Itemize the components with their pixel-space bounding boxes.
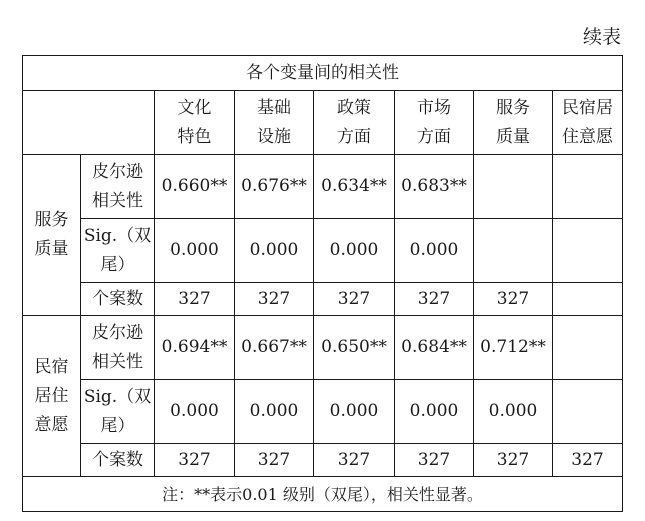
row-label: 个案数 (81, 444, 155, 477)
group-label: 民宿 居住 意愿 (23, 316, 81, 477)
row-label: Sig.（双 尾） (81, 380, 155, 444)
table-note: 注：**表示0.01 级别（双尾），相关性显著。 (23, 477, 623, 512)
value-cell: 327 (474, 444, 553, 477)
value-cell (553, 380, 623, 444)
column-header: 基础 设施 (235, 91, 314, 155)
value-cell: 0.000 (155, 380, 235, 444)
value-cell: 327 (155, 444, 235, 477)
value-cell (553, 316, 623, 380)
value-cell (553, 155, 623, 219)
column-header: 民宿居 住意愿 (553, 91, 623, 155)
value-cell: 327 (314, 283, 395, 316)
value-cell: 0.667** (235, 316, 314, 380)
column-header: 文化 特色 (155, 91, 235, 155)
table-row (23, 380, 623, 444)
value-cell: 327 (474, 283, 553, 316)
value-cell (553, 283, 623, 316)
value-cell: 0.000 (235, 219, 314, 283)
value-cell: 327 (235, 283, 314, 316)
value-cell: 0.000 (314, 380, 395, 444)
row-label: 皮尔逊 相关性 (81, 316, 155, 380)
value-cell: 0.000 (235, 380, 314, 444)
column-header: 服务 质量 (474, 91, 553, 155)
value-cell: 327 (395, 444, 474, 477)
column-header: 政策 方面 (314, 91, 395, 155)
row-label: 皮尔逊 相关性 (81, 155, 155, 219)
table-title: 各个变量间的相关性 (23, 56, 623, 91)
value-cell: 0.694** (155, 316, 235, 380)
value-cell: 0.712** (474, 316, 553, 380)
row-label: Sig.（双 尾） (81, 219, 155, 283)
table-row (23, 316, 623, 380)
value-cell (553, 219, 623, 283)
table-header-row (23, 91, 623, 155)
value-cell: 0.000 (155, 219, 235, 283)
value-cell: 327 (314, 444, 395, 477)
value-cell (474, 155, 553, 219)
correlation-table (22, 55, 623, 512)
value-cell: 327 (395, 283, 474, 316)
value-cell: 0.684** (395, 316, 474, 380)
value-cell: 0.634** (314, 155, 395, 219)
row-label: 个案数 (81, 283, 155, 316)
group-label: 服务 质量 (23, 155, 81, 316)
value-cell: 0.660** (155, 155, 235, 219)
value-cell: 0.683** (395, 155, 474, 219)
value-cell: 327 (235, 444, 314, 477)
table-row (23, 444, 623, 477)
value-cell: 0.000 (395, 380, 474, 444)
table-row (23, 219, 623, 283)
value-cell: 327 (155, 283, 235, 316)
continued-label: 续表 (582, 26, 621, 48)
value-cell: 0.000 (314, 219, 395, 283)
value-cell: 327 (553, 444, 623, 477)
value-cell: 0.650** (314, 316, 395, 380)
table-title-row (23, 56, 623, 91)
column-header: 市场 方面 (395, 91, 474, 155)
table-note-row (23, 477, 623, 512)
value-cell (474, 219, 553, 283)
table-row (23, 283, 623, 316)
value-cell: 0.000 (395, 219, 474, 283)
header-blank-cell (23, 91, 155, 155)
value-cell: 0.000 (474, 380, 553, 444)
table-row (23, 155, 623, 219)
value-cell: 0.676** (235, 155, 314, 219)
